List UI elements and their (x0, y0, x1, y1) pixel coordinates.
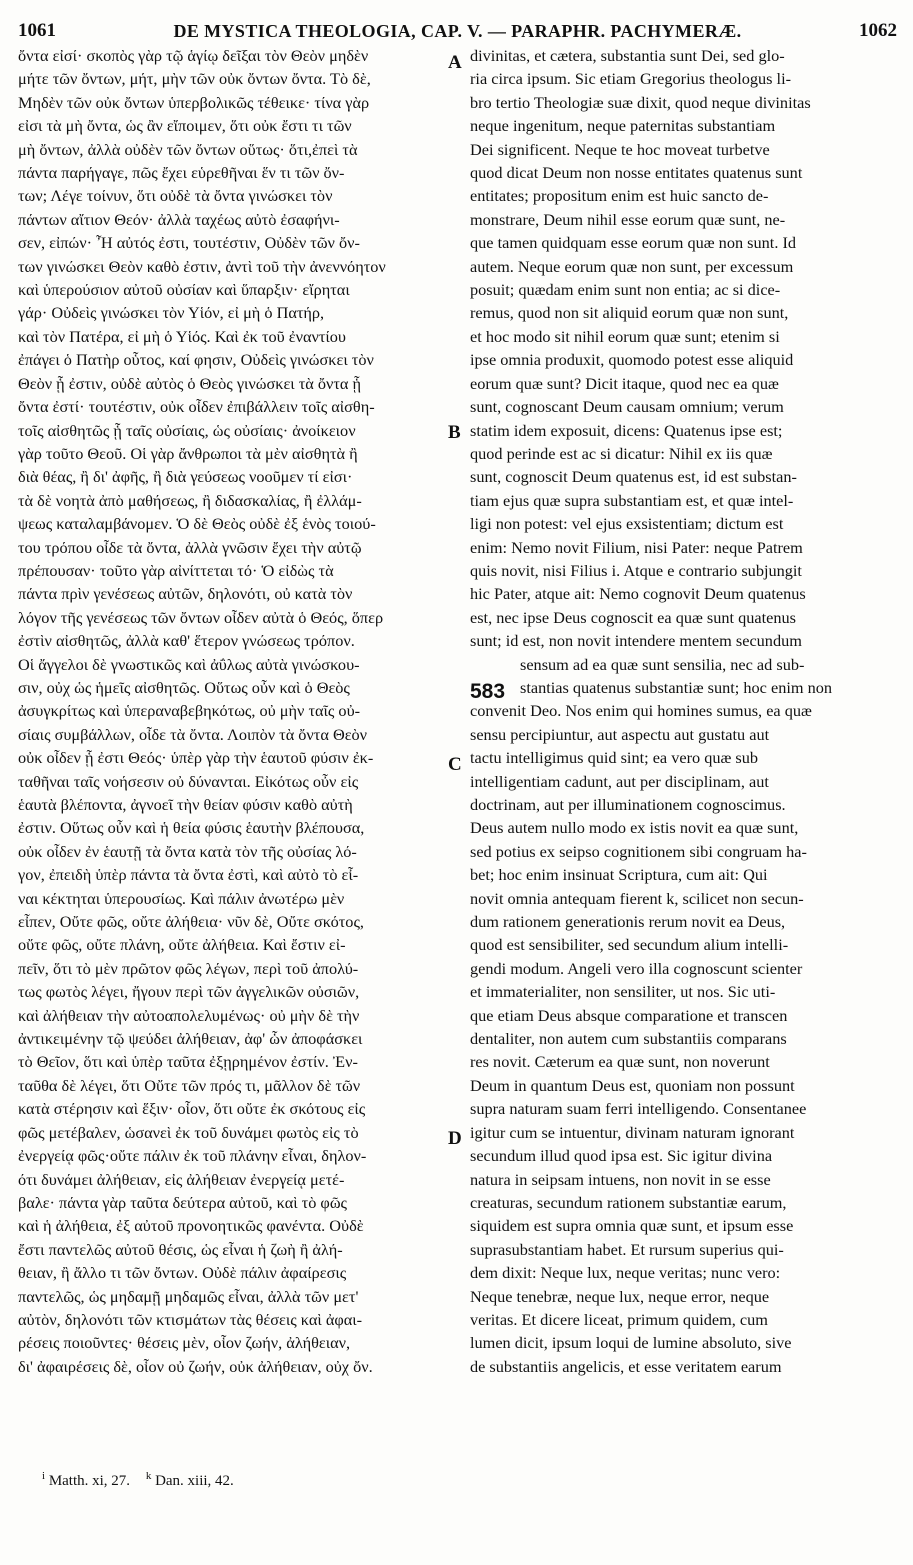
margin-letter-c: C (448, 754, 462, 775)
margin-letter-a: A (448, 52, 462, 73)
latin-text-line: gendi modum. Angeli vero illa cognoscunt scienter (470, 958, 803, 978)
latin-text-line: et immaterialiter, non sensiliter, ut nos. Sic uti- (470, 982, 776, 1002)
greek-text-line: του τρόπου οἶδε τὰ ὄντα, ἀλλὰ γνῶσιν ἔχει τὴν αὐτῷ (18, 537, 362, 557)
latin-text-line: convenit Deo. Nos enim qui homines sumus, ea quæ (470, 701, 812, 721)
latin-text-line: intelligentiam cadunt, aut per disciplinam, aut (470, 771, 769, 791)
greek-text-line: σίαις συμβάλλων, οἶδε τὰ ὄντα. Λοιπὸν τὰ ὄντα Θεὸν (18, 724, 368, 744)
greek-text-line: δι' ἀφαιρέσεις δὲ, οἷον οὐ ζωήν, οὐκ ἀλήθειαν, οὐχ ὄν. (18, 1356, 373, 1376)
latin-text-line: sensum ad ea quæ sunt sensilia, nec ad sub- (520, 654, 805, 674)
greek-column (18, 44, 450, 1378)
latin-text-line: ligi non potest: vel ejus exsistentiam; dictum est (470, 514, 784, 534)
latin-text-line: Deus autem nullo modo ex istis novit ea quæ sunt, (470, 818, 799, 838)
latin-text-line: dem dixit: Neque lux, neque veritas; nunc vero: (470, 1263, 781, 1283)
latin-text-line: que tamen quidquam esse eorum quæ non sunt. Id (470, 233, 797, 253)
greek-text-line: εἰσι τὰ μὴ ὄντα, ὡς ἂν εἴποιμεν, ὅτι οὐκ ἔστι τι τῶν (18, 116, 352, 136)
greek-text-line: οὔτε φῶς, οὔτε πλάνη, οὔτε ἀλήθεια. Καὶ ἔστιν εἰ- (18, 935, 346, 955)
latin-text-line: est, nec ipse Deus cognoscit ea quæ sunt quatenus (470, 607, 797, 627)
latin-text-line: supra naturam suam ferri intelligendo. Consentanee (470, 1099, 807, 1119)
latin-text-line: dentaliter, non autem cum substantiis comparans (470, 1029, 787, 1049)
greek-text-line: ὄντα εἰσί· σκοπὸς γὰρ τῷ ἁγίῳ δεῖξαι τὸν Θεὸν μηδὲν (18, 46, 369, 65)
greek-text-line: φῶς μετέβαλεν, ὡσανεὶ ἐκ τοῦ δυνάμει φωτὸς εἰς τὸ (18, 1122, 359, 1142)
page-number-left: 1061 (18, 20, 56, 41)
greek-text-line: τως φωτὸς λέγει, ἤγουν περὶ τῶν ἀγγελικῶν οὐσιῶν, (18, 982, 360, 1002)
latin-text-line: suprasubstantiam habet. Et rursum superius qui- (470, 1239, 784, 1259)
latin-text-line: tactu intelligimus quid sint; ea vero quæ sub (470, 748, 759, 768)
greek-text-line: πεῖν, ὅτι τὸ μὲν πρῶτον φῶς λέγων, περὶ τοῦ ἀπολύ- (18, 958, 359, 978)
greek-text-line: Οἱ ἄγγελοι δὲ γνωστικῶς καὶ ἀΰλως αὐτὰ γινώσκου- (18, 654, 360, 674)
latin-text-line: divinitas, et cætera, substantia sunt Dei, sed glo- (470, 46, 785, 65)
running-title: DE MYSTICA THEOLOGIA, CAP. V. — PARAPHR. PACHYMERÆ. (173, 21, 742, 41)
margin-letter-d: D (448, 1128, 462, 1149)
latin-text-line: igitur cum se intuentur, divinam naturam ignorant (470, 1122, 795, 1142)
margin-letter-b: B (448, 422, 461, 443)
latin-text-line: quod dicat Deum non nosse entitates quatenus sunt (470, 163, 803, 183)
latin-text-line: monstrare, Deum nihil esse eorum quæ sunt, ne- (470, 209, 786, 229)
greek-text-line: ψεως καταλαμβάνομεν. Ὁ δὲ Θεὸς οὐδὲ ἐξ ἑνὸς τοιού- (18, 514, 376, 534)
latin-text-line: doctrinam, aut per illuminationem cognoscimus. (470, 795, 786, 814)
latin-text-line: creaturas, secundum rationem substantiæ earum, (470, 1192, 787, 1212)
latin-text-line: natura in seipsam intuens, non novit in se esse (470, 1169, 771, 1189)
greek-text-line: καὶ τὸν Πατέρα, εἰ μὴ ὁ Υἱός. Καὶ ἐκ τοῦ ἐναντίου (18, 326, 346, 346)
greek-text-line: καὶ ἀλήθειαν τὴν αὐτοαπολελυμένως· οὐ μὴν δὲ τὴν (18, 1005, 360, 1025)
greek-text-line: ὄντα ἐστί· τουτέστιν, οὐκ οἶδεν ἐπιβάλλειν τοῖς αἰσθη- (18, 397, 375, 417)
greek-text-line: Μηδὲν τῶν οὐκ ὄντων ὑπερβολικῶς τέθεικε· τίνα γὰρ (18, 92, 370, 112)
greek-text-line: κατὰ στέρησιν καὶ ἕξιν· οἷον, ὅτι οὔτε ἐκ σκότους εἰς (18, 1099, 366, 1119)
latin-text-line: entitates; propositum enim est huic sancto de- (470, 186, 769, 206)
latin-text-line: autem. Neque eorum quæ non sunt, per excessum (470, 256, 794, 276)
greek-text-line: καὶ ἡ ἀλήθεια, ἐξ αὐτοῦ προνοητικῶς φανέντα. Οὐδὲ (18, 1216, 364, 1236)
latin-text-line: sensu percipiuntur, aut aspectu aut gustatu aut (470, 724, 770, 744)
greek-text-line: μήτε τῶν ὄντων, μήτ, μὴν τῶν οὐκ ὄντων ὄντα. Τὸ δὲ, (18, 69, 371, 89)
latin-text-line: sunt; id est, non novit intendere mentem secundum (470, 631, 802, 651)
latin-text-line: quod est sensibiliter, sed secundum alium intelli- (470, 935, 789, 955)
greek-text-line: καὶ ὑπερούσιον αὐτοῦ οὐσίαν καὶ ὕπαρξιν· εἴρηται (18, 280, 350, 300)
column-number: 583 (470, 680, 506, 703)
page-number-right: 1062 (859, 20, 897, 41)
latin-text-line: novit omnia antequam fierent k, scilicet non secun- (470, 888, 804, 908)
latin-text-line: remus, quod non sit aliquid eorum quæ non sunt, (470, 303, 789, 323)
latin-text-line: Neque tenebræ, neque lux, neque error, neque (470, 1286, 770, 1306)
latin-text-line: enim: Nemo novit Filium, nisi Pater: neque Patrem (470, 537, 803, 557)
latin-text-line: hic Pater, atque ait: Nemo cognovit Deum quatenus (470, 584, 806, 604)
greek-text-line: ἀσυγκρίτως καὶ ὑπεραναβεβηκότως, οὐ μὴν ταῖς οὐ- (18, 701, 361, 721)
greek-text-line: σιν, οὐχ ὡς ἡμεῖς αἰσθητῶς. Οὕτως οὖν καὶ ὁ Θεὸς (18, 677, 350, 697)
latin-text-line: tiam ejus quæ supra substantiam est, et quæ intel- (470, 490, 794, 510)
greek-text-line: ταθῆναι ταῖς νοήσεσιν οὐ δύνανται. Εἰκότως οὖν εἰς (18, 771, 359, 791)
greek-text-line: θειαν, ἢ ἄλλο τι τῶν ὄντων. Οὐδὲ πάλιν ἀφαίρεσις (18, 1263, 347, 1283)
latin-text-line: eorum quæ sunt? Dicit itaque, quod nec ea quæ (470, 373, 779, 393)
latin-text-line: Dei significent. Neque te hoc moveat turbetve (470, 139, 770, 159)
latin-text-line: siquidem est supra omnia quæ sunt, et ipsum esse (470, 1216, 794, 1236)
latin-text-line: secundum illud quod ipsa est. Sic igitur divina (470, 1146, 773, 1166)
latin-text-line: que etiam Deus absque comparatione et transcen (470, 1005, 788, 1025)
greek-text-line: γον, ἐπειδὴ ὑπὲρ πάντα τὰ ὄντα ἐστὶ, καὶ αὐτὸ τὸ εἶ- (18, 865, 359, 885)
latin-text-line: veritas. Et dicere liceat, primum quidem, cum (470, 1309, 768, 1329)
greek-text-line: ἀντικειμένην τῷ ψεύδει ἀλήθειαν, ἀφ' ὧν ἀποφάσκει (18, 1029, 363, 1049)
greek-text-line: ἐπάγει ὁ Πατὴρ οὗτος, καί φησιν, Οὐδεὶς γινώσκει τὸν (18, 350, 374, 370)
greek-text-line: πάντα πρὶν γενέσεως αὐτῶν, δηλονότι, οὐ κατὰ τὸν (18, 584, 353, 604)
greek-text-line: ἐνεργείᾳ φῶς·οὔτε πάλιν ἐκ τοῦ πλάνην εἶναι, δηλον- (18, 1146, 367, 1166)
greek-text-line: μὴ ὄντων, ἀλλὰ οὐδὲν τῶν ὄντων οὕτως· ὅτι,ἐπεὶ τὰ (18, 139, 358, 159)
greek-text-line: ρέσεις ποιοῦντες· θέσεις μὲν, οἷον ζωήν, ἀλήθειαν, (18, 1333, 351, 1353)
greek-text-line: των γινώσκει Θεὸν καθὸ ἐστιν, ἀντὶ τοῦ τὴν ἀνεννόητον (18, 256, 386, 276)
greek-text-line: διὰ θέας, ἢ δι' ἀφῆς, ἢ διὰ γεύσεως νοοῦμεν τί εἰσι· (18, 467, 353, 487)
latin-text-line: quod perinde est ac si dicatur: Nihil ex iis quæ (470, 443, 773, 463)
running-header (18, 12, 897, 46)
greek-text-line: γὰρ τοῦτο Θεοῦ. Οἱ γὰρ ἄνθρωποι τὰ μὲν αἰσθητὰ ἢ (18, 443, 358, 463)
latin-text-line: ria circa ipsum. Sic etiam Gregorius theologus li- (470, 69, 792, 89)
footnote-mark: k (145, 1470, 152, 1482)
greek-text-line: πρέπουσαν· τοῦτο γὰρ αἰνίττεται τό· Ὁ εἰδὼς τὰ (18, 560, 334, 580)
greek-text-line: πάντα παρήγαγε, πῶς ἔχει εὑρεθῆναι ἕν τι τῶν ὄν- (18, 163, 345, 183)
greek-text-line: βαλε· πάντα γὰρ ταῦτα δεύτερα αὐτοῦ, καὶ τὸ φῶς (18, 1192, 347, 1212)
greek-text-line: τὰ δὲ νοητὰ ἀπὸ μαθήσεως, ἢ διδασκαλίας, ἢ ἐλλάμ- (18, 490, 362, 510)
greek-text-line: Θεὸν ᾗ ἐστιν, οὐδὲ αὐτὸς ὁ Θεὸς γινώσκει τὰ ὄντα ᾗ (18, 373, 362, 393)
greek-text-line: σεν, εἰπών· Ἦ αὐτός ἐστι, τουτέστιν, Οὐδὲν τῶν ὄν- (18, 233, 360, 253)
greek-text-line: ταῦθα δὲ λέγει, ὅτι Οὔτε τῶν πρός τι, μᾶλλον δὲ τῶν (18, 1075, 361, 1095)
greek-text-line: ἑαυτὰ βλέποντα, ἀγνοεῖ τὴν θείαν φύσιν καθὸ αὐτὴ (18, 795, 353, 814)
latin-text-line: sunt, cognoscant Deum causam omnium; verum (470, 397, 784, 417)
greek-text-line: ἐστιν. Οὕτως οὖν καὶ ἡ θεία φύσις ἑαυτὴν βλέπουσα, (18, 818, 365, 838)
footnote-text: Dan. xiii, 42. (155, 1473, 234, 1489)
latin-column (470, 44, 897, 1378)
footnote-i (42, 1470, 134, 1489)
greek-text-line: οὐκ οἶδεν ἐν ἑαυτῇ τὰ ὄντα κατὰ τὸν τῆς οὐσίας λό- (18, 841, 357, 861)
latin-text-line: neque ingenitum, neque paternitas substantiam (470, 116, 776, 136)
greek-text-line: λόγον τῆς γενέσεως τῶν ὄντων οἶδεν αὐτὰ ὁ Θεός, ὅπερ (18, 607, 384, 627)
greek-text-line: των; Λέγε τοίνυν, ὅτι οὐδὲ τὰ ὄντα γινώσκει τὸν (18, 186, 333, 206)
latin-text-line: de substantiis angelicis, et esse veritatem earum (470, 1356, 782, 1376)
latin-text-line: stantias quatenus substantiæ sunt; hoc enim non (520, 677, 833, 697)
latin-text-line: ipse omnia produxit, quomodo potest esse aliquid (470, 350, 794, 370)
greek-text-line: τὸ Θεῖον, ὅτι καὶ ὑπὲρ ταῦτα ἐξῃρημένον ἐστίν. Ἐν- (18, 1052, 358, 1072)
greek-text-line: τοῖς αἰσθητῶς ᾗ ταῖς οὐσίαις, ὡς οὐσίαις· ἀνοίκειον (18, 420, 356, 440)
footnote-mark: i (42, 1470, 46, 1482)
latin-text-line: sunt, cognoscit Deum quatenus est, id est substan- (470, 467, 797, 487)
greek-text-line: ἔστι παντελῶς αὐτοῦ θέσις, ὡς εἶναι ἡ ζωὴ ἢ ἀλή- (18, 1239, 343, 1259)
latin-text-line: dum rationem generationis rerum novit ea Deus, (470, 912, 786, 932)
latin-text-line: quis novit, nisi Filius i. Atque e contrario subjungit (470, 560, 802, 580)
greek-text-line: πάντων αἴτιον Θεόν· ἀλλὰ ταχέως αὐτὸ ἐσαφήνι- (18, 209, 340, 229)
latin-text-line: res novit. Cæterum ea quæ sunt, non noverunt (470, 1052, 770, 1072)
latin-text-line: bro tertio Theologiæ suæ dixit, quod neque divinitas (470, 92, 811, 112)
greek-text-line: παντελῶς, ὡς μηδαμῇ μηδαμῶς εἶναι, ἀλλὰ τῶν μετ' (18, 1286, 359, 1306)
latin-text-line: bet; hoc enim insinuat Scriptura, cum ait: Qui (470, 865, 768, 885)
footnotes (42, 1470, 246, 1490)
greek-text-line: οὐκ οἶδεν ᾗ ἐστι Θεός· ὑπὲρ γὰρ τὴν ἑαυτοῦ φύσιν ἐκ- (18, 748, 374, 768)
latin-text-line: statim idem exposuit, dicens: Quatenus ipse est; (470, 420, 783, 440)
latin-text-line: et hoc modo sit nihil eorum quæ sunt; etenim si (470, 326, 780, 346)
latin-text-line: posuit; quædam enim sunt non entia; ac si dice- (470, 280, 781, 300)
greek-text-line: ναι κέκτηται ὑπερουσίως. Καὶ πάλιν ἀνωτέρω μὲν (18, 888, 345, 908)
greek-text-line: ότι δυνάμει ἀλήθειαν, εἰς ἀλήθειαν ἐνεργείᾳ μετέ- (18, 1169, 345, 1189)
greek-text-line: γάρ· Οὐδεὶς γινώσκει τὸν Υἱόν, εἰ μὴ ὁ Πατήρ, (18, 303, 325, 323)
greek-text-line: εἶπεν, Οὔτε φῶς, οὔτε ἀλήθεια· νῦν δὲ, Οὔτε σκότος, (18, 912, 364, 932)
footnote-text: Matth. xi, 27. (48, 1473, 131, 1489)
greek-text-line: αὐτὸν, δηλονότι τῶν κτισμάτων τὰς θέσεις καὶ ἀφαι- (18, 1309, 363, 1329)
footnote-k (145, 1470, 234, 1489)
latin-text-line: sed potius ex seipso cognitionem sibi congruam ha- (470, 841, 807, 861)
latin-text-line: Deum in quantum Deus est, quoniam non possunt (470, 1075, 795, 1095)
greek-text-line: ἐστὶν αἰσθητῶς, ἀλλὰ καθ' ἕτερον γνώσεως τρόπον. (18, 631, 355, 651)
latin-text-line: lumen dicit, ipsum loqui de lumine absoluto, sive (470, 1333, 792, 1353)
